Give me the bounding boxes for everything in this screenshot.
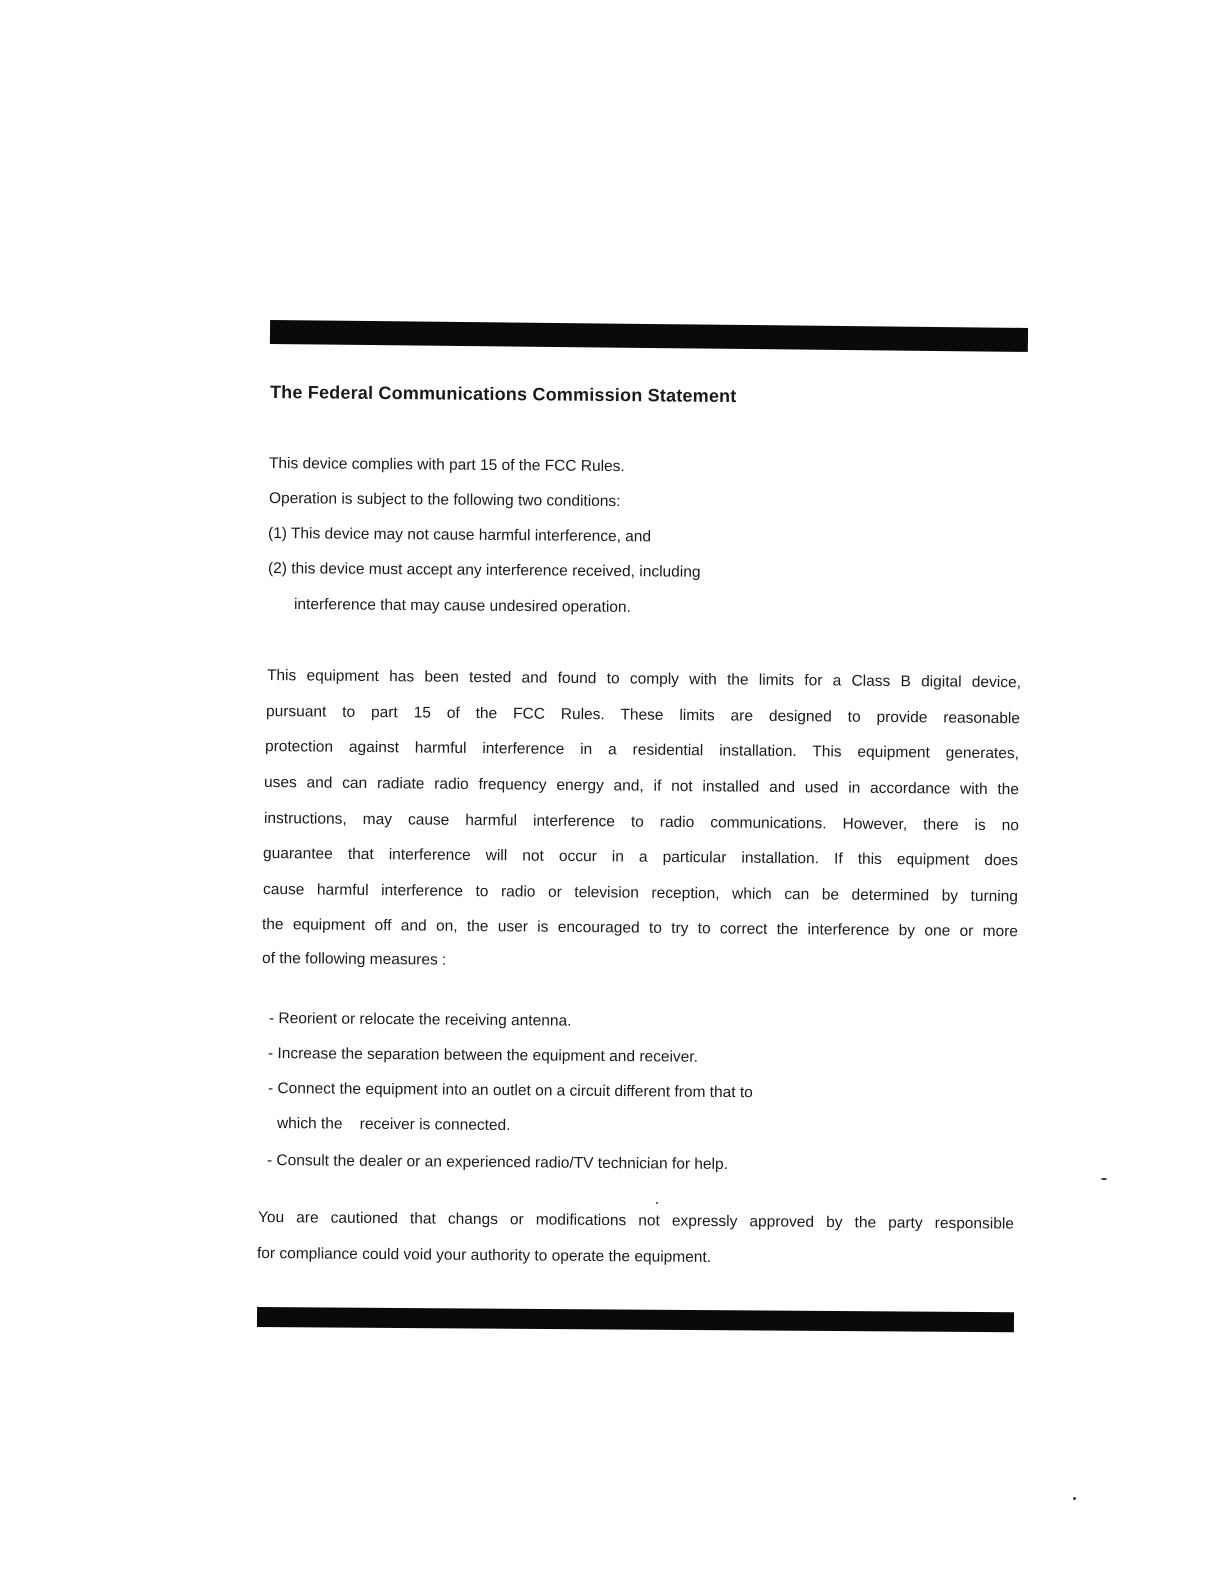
caution-line: for compliance could void your authority to operate the equipment. [256,1245,712,1266]
body-line: guarantee that interference will not occur in a particular installation. If this equipment does [262,845,1019,870]
conditions-line: Operation is subject to the following two conditions: [268,490,621,511]
body-line: pursuant to part 15 of the FCC Rules. These limits are designed to provide reasonable [265,703,1021,728]
body-line: of the following measures : [261,950,447,969]
measure-item: which the receiver is connected. [276,1115,511,1135]
measure-item: - Increase the separation between the equipment and receiver. [267,1045,699,1066]
top-rule-bar [270,320,1028,352]
body-line: the equipment off and on, the user is encouraged to try to correct the interference by one or more [261,916,1019,941]
scan-speck [1101,1178,1107,1180]
body-line: This equipment has been tested and found to comply with the limits for a Class B digital device, [266,667,1022,692]
body-line: instructions, may cause harmful interference to radio communications. However, there is no [263,810,1020,835]
measure-item: - Consult the dealer or an experienced radio/TV technician for help. [266,1152,729,1174]
body-line: protection against harmful interference in a residential installation. This equipment generates, [264,738,1020,763]
conditions-line: This device complies with part 15 of the FCC Rules. [268,455,625,476]
conditions-line: (1) This device may not cause harmful interference, and [267,525,652,546]
measure-item: - Connect the equipment into an outlet on a circuit different from that to [267,1080,753,1102]
scan-speck [1073,1497,1076,1500]
conditions-line: interference that may cause undesired operation. [293,596,631,616]
bottom-rule-bar [257,1307,1014,1332]
body-line: cause harmful interference to radio or television reception, which can be determined by turning [262,881,1019,906]
document-title: The Federal Communications Commission Statement [269,382,737,407]
measure-item: - Reorient or relocate the receiving antenna. [268,1010,572,1030]
conditions-line: (2) this device must accept any interference received, including [267,560,701,581]
caution-line: You are cautioned that changs or modifications not expressly approved by the party responsible [257,1209,1015,1233]
scan-speck [656,1202,658,1204]
body-line: uses and can radiate radio frequency energy and, if not installed and used in accordance with the [263,774,1020,799]
